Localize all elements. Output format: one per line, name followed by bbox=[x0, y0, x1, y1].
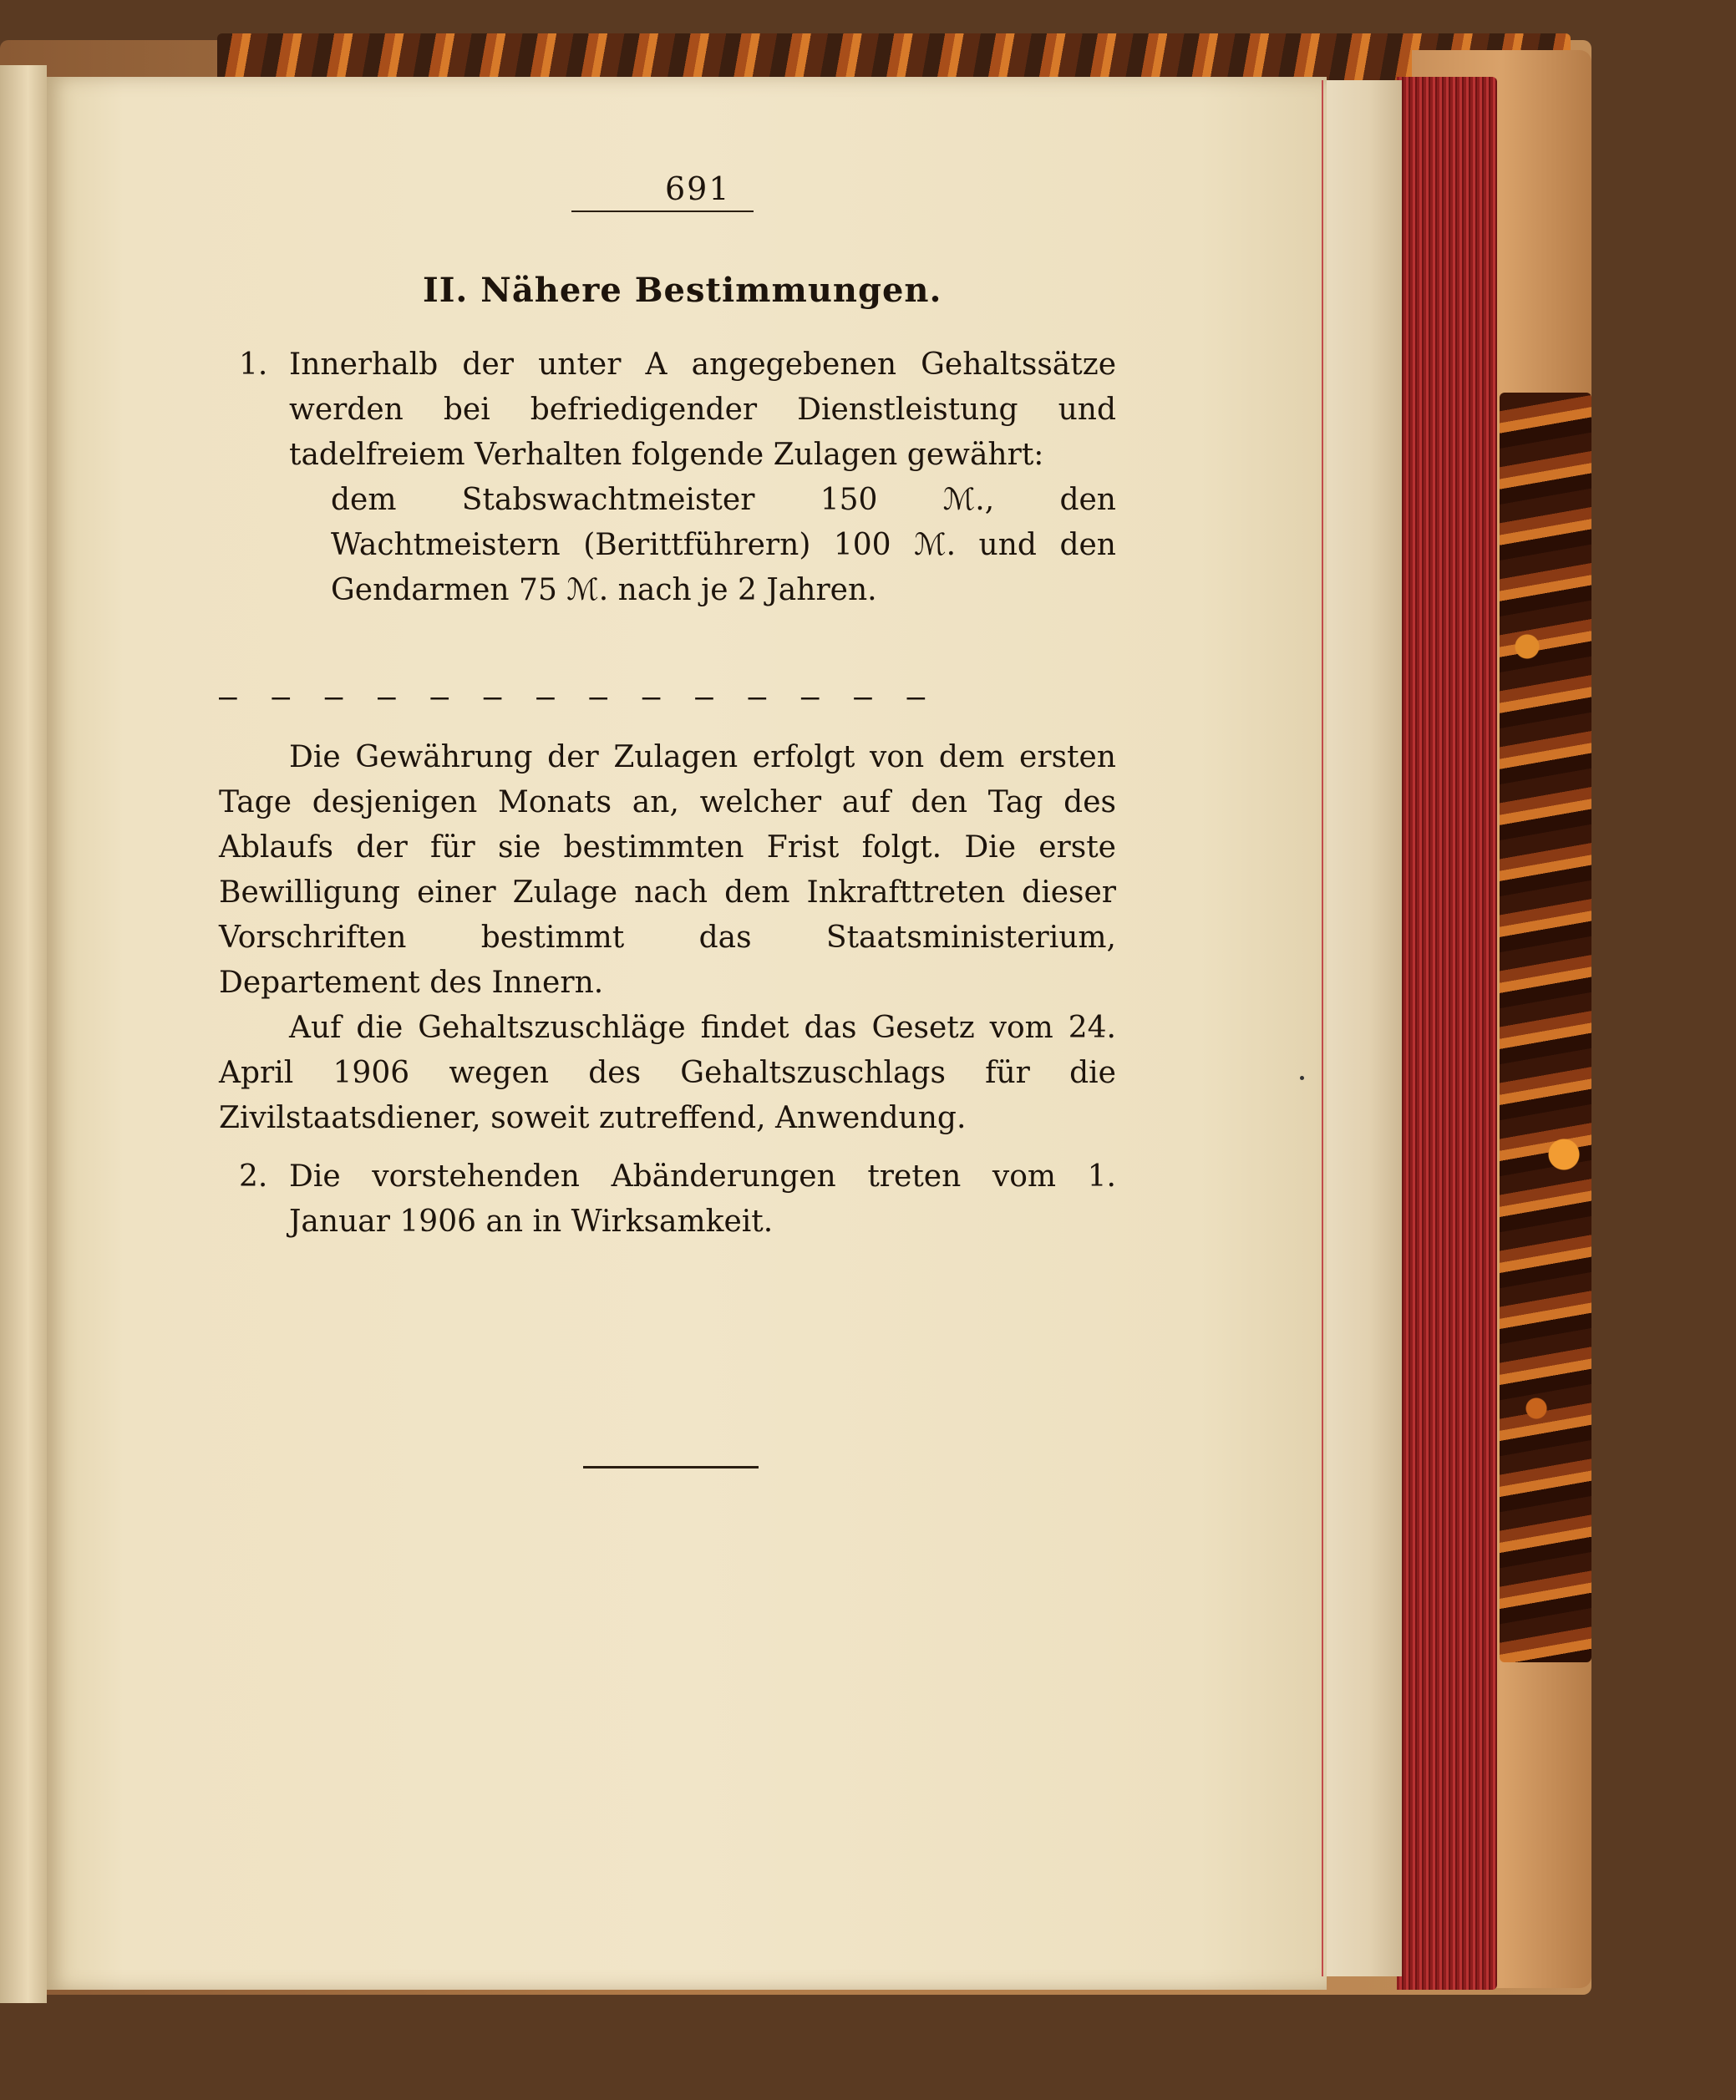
page-margin-strip bbox=[1322, 80, 1402, 1976]
section-heading: II. Nähere Bestimmungen. bbox=[423, 271, 942, 310]
item-number: 1. bbox=[239, 347, 268, 382]
item-2-text: Die vorstehenden Abänderungen treten vom 1. Januar 1906 an in Wirksamkeit. bbox=[289, 1159, 1116, 1239]
paragraph-granting: Die Gewährung der Zulagen erfolgt von dem ersten Tage desjenigen Monats an, welcher auf den Tag des Ablaufs der für sie bestimmten Frist folgt. Die erste Bewilligung einer Zulage nach dem Inkrafttreten dieser Vorschriften bestimmt das Staatsministerium, Departement des Innern. bbox=[219, 740, 1116, 1000]
item-1-text: Innerhalb der unter A angegebenen Gehaltssätze werden bei befriedigender Dienstleistung und tadelfreiem Verhalten folgende Zulagen gewährt: bbox=[289, 347, 1116, 472]
page-number: 691 bbox=[665, 170, 731, 207]
paragraph-supplements: Auf die Gehaltszuschläge findet das Gesetz vom 24. April 1906 wegen des Gehaltszuschlags für die Zivilstaatsdiener, soweit zutreffend, Anwendung. bbox=[219, 1011, 1116, 1135]
book-page bbox=[47, 77, 1327, 1990]
red-page-fore-edge bbox=[1397, 77, 1497, 1990]
closing-rule bbox=[583, 1466, 759, 1468]
marbled-cover-panel bbox=[1500, 393, 1591, 1662]
red-margin-line bbox=[1322, 80, 1323, 1976]
item-1-allowances: dem Stabswachtmeister 150 ℳ., den Wachtmeistern (Berittführern) 100 ℳ. und den Gendarmen 75 ℳ. nach je 2 Jahren. bbox=[331, 483, 1116, 607]
page-number-rule bbox=[571, 211, 754, 212]
omission-dash-line: — — — — — — — — — — — — — — bbox=[219, 680, 934, 714]
ink-speck bbox=[1300, 1076, 1304, 1080]
item-number: 2. bbox=[239, 1159, 268, 1194]
facing-page-edge bbox=[0, 65, 47, 2003]
